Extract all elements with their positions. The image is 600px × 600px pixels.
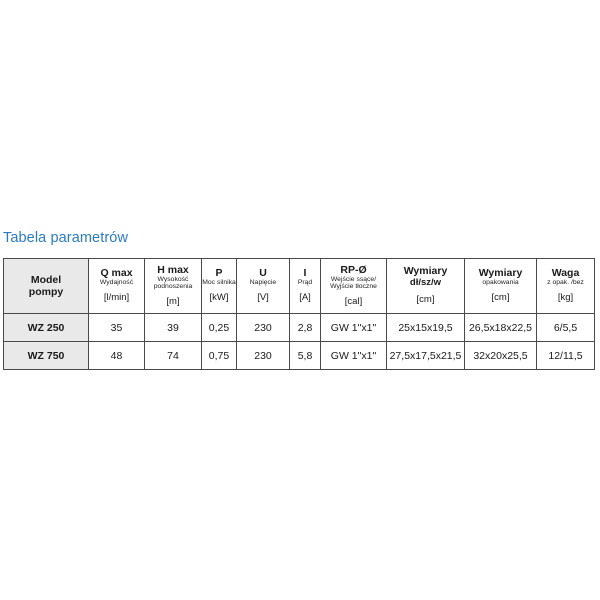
cell-q-max: 48	[89, 342, 145, 370]
cell-current: 2,8	[290, 314, 321, 342]
cell-dimensions: 27,5x17,5x21,5	[387, 342, 465, 370]
header-connection: RP-Ø Wejście ssące/ Wyjście tłoczne [cal]	[321, 259, 387, 314]
header-dimensions: Wymiary dł/sz/w [cm]	[387, 259, 465, 314]
cell-voltage: 230	[237, 342, 290, 370]
cell-h-max: 74	[145, 342, 202, 370]
cell-weight: 6/5,5	[537, 314, 595, 342]
cell-h-max: 39	[145, 314, 202, 342]
cell-voltage: 230	[237, 314, 290, 342]
cell-connection: GW 1"x1"	[321, 342, 387, 370]
cell-package-dimensions: 26,5x18x22,5	[465, 314, 537, 342]
header-current: I Prąd [A]	[290, 259, 321, 314]
cell-current: 5,8	[290, 342, 321, 370]
cell-weight: 12/11,5	[537, 342, 595, 370]
cell-q-max: 35	[89, 314, 145, 342]
header-power: P Moc silnika [kW]	[202, 259, 237, 314]
header-weight: Waga z opak. /bez [kg]	[537, 259, 595, 314]
header-q-max: Q max Wydajność [l/min]	[89, 259, 145, 314]
parameters-table	[3, 258, 595, 370]
cell-power: 0,75	[202, 342, 237, 370]
cell-power: 0,25	[202, 314, 237, 342]
header-model: Model pompy	[4, 259, 89, 314]
table-row	[4, 314, 595, 342]
header-voltage: U Napięcie [V]	[237, 259, 290, 314]
page-title: Tabela parametrów	[3, 230, 129, 246]
header-h-max: H max Wysokość podnoszenia [m]	[145, 259, 202, 314]
header-package-dimensions: Wymiary opakowania [cm]	[465, 259, 537, 314]
cell-model: WZ 250	[4, 314, 89, 342]
table-row	[4, 342, 595, 370]
cell-dimensions: 25x15x19,5	[387, 314, 465, 342]
cell-connection: GW 1"x1"	[321, 314, 387, 342]
cell-package-dimensions: 32x20x25,5	[465, 342, 537, 370]
cell-model: WZ 750	[4, 342, 89, 370]
table-header-row	[4, 259, 595, 314]
